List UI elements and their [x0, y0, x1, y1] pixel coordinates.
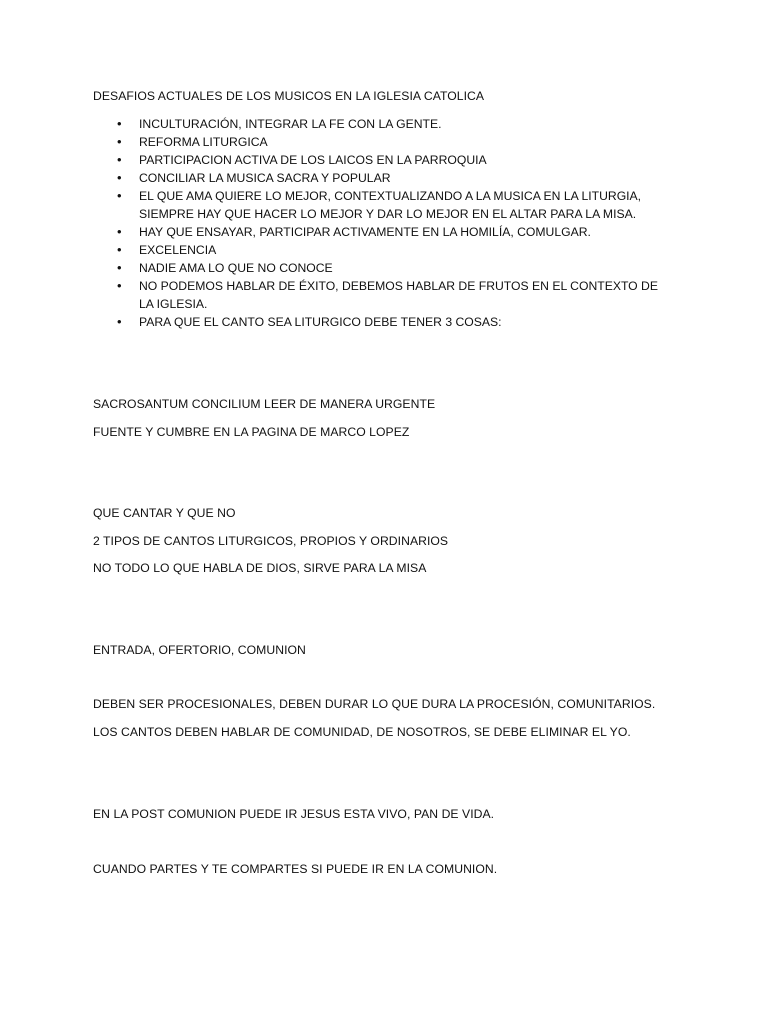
paragraph-line: 2 TIPOS DE CANTOS LITURGICOS, PROPIOS Y ORDINARIOS	[93, 534, 449, 548]
list-item	[93, 259, 693, 277]
bullet-icon: •	[117, 116, 122, 131]
bullet-icon: •	[117, 152, 122, 167]
list-item	[93, 277, 693, 313]
list-item	[93, 115, 693, 133]
list-item-text: INCULTURACIÓN, INTEGRAR LA FE CON LA GENTE.	[139, 117, 442, 131]
list-item-text: CONCILIAR LA MUSICA SACRA Y POPULAR	[139, 171, 391, 185]
list-item	[93, 187, 693, 223]
document-title: DESAFIOS ACTUALES DE LOS MUSICOS EN LA IGLESIA CATOLICA	[93, 89, 485, 103]
list-item-text: NADIE AMA LO QUE NO CONOCE	[139, 261, 333, 275]
list-item-text: EXCELENCIA	[139, 243, 217, 257]
bullet-icon: •	[117, 314, 122, 329]
paragraph-line: FUENTE Y CUMBRE EN LA PAGINA DE MARCO LOPEZ	[93, 425, 410, 439]
list-item-text: EL QUE AMA QUIERE LO MEJOR, CONTEXTUALIZANDO A LA MUSICA EN LA LITURGIA, SIEMPRE HAY QUE HACER LO MEJOR Y DAR LO MEJOR EN EL ALTAR PARA LA MISA.	[139, 189, 642, 221]
paragraph-line: NO TODO LO QUE HABLA DE DIOS, SIRVE PARA LA MISA	[93, 561, 427, 575]
bullet-icon: •	[117, 242, 122, 257]
paragraph-line: SACROSANTUM CONCILIUM LEER DE MANERA URGENTE	[93, 397, 436, 411]
list-item	[93, 169, 693, 187]
paragraph-line: ENTRADA, OFERTORIO, COMUNION	[93, 643, 306, 657]
list-item-text: PARA QUE EL CANTO SEA LITURGICO DEBE TENER 3 COSAS:	[139, 315, 502, 329]
paragraph-line: DEBEN SER PROCESIONALES, DEBEN DURAR LO QUE DURA LA PROCESIÓN, COMUNITARIOS.	[93, 697, 656, 711]
list-item-text: NO PODEMOS HABLAR DE ÉXITO, DEBEMOS HABLAR DE FRUTOS EN EL CONTEXTO DE LA IGLESIA.	[139, 279, 658, 311]
bullet-icon: •	[117, 170, 122, 185]
bullet-icon: •	[117, 278, 122, 293]
list-item-text: HAY QUE ENSAYAR, PARTICIPAR ACTIVAMENTE EN LA HOMILÍA, COMULGAR.	[139, 225, 591, 239]
list-item	[93, 133, 693, 151]
list-item-text: REFORMA LITURGICA	[139, 135, 268, 149]
paragraph-line: QUE CANTAR Y QUE NO	[93, 506, 236, 520]
bullet-icon: •	[117, 224, 122, 239]
list-item	[93, 313, 693, 331]
bullet-icon: •	[117, 134, 122, 149]
bullet-icon: •	[117, 260, 122, 275]
list-item-text: PARTICIPACION ACTIVA DE LOS LAICOS EN LA PARROQUIA	[139, 153, 487, 167]
bullet-list	[93, 115, 693, 331]
list-item	[93, 151, 693, 169]
paragraph-line: EN LA POST COMUNION PUEDE IR JESUS ESTA VIVO, PAN DE VIDA.	[93, 807, 495, 821]
paragraph-line: LOS CANTOS DEBEN HABLAR DE COMUNIDAD, DE NOSOTROS, SE DEBE ELIMINAR EL YO.	[93, 725, 631, 739]
paragraph-line: CUANDO PARTES Y TE COMPARTES SI PUEDE IR EN LA COMUNION.	[93, 862, 498, 876]
list-item	[93, 241, 693, 259]
list-item	[93, 223, 693, 241]
bullet-icon: •	[117, 188, 122, 203]
